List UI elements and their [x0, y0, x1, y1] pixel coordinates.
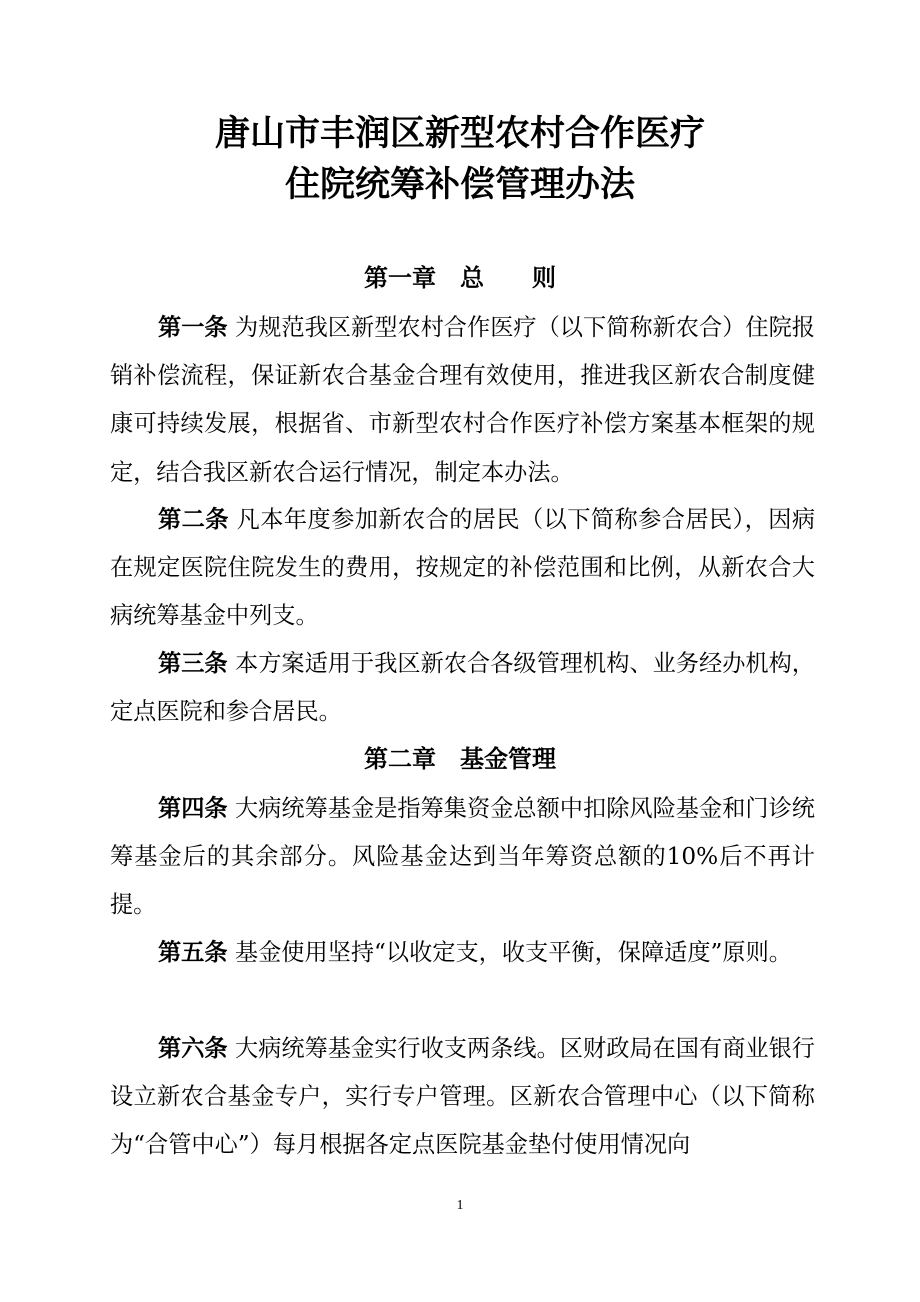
article-text: 为规范我区新型农村合作医疗（以下简称新农合）住院报销补偿流程，保证新农合基金合理有效使用，推进我区新农合制度健康可持续发展，根据省、市新型农村合作医疗补偿方案基本框架的规定，结合我区新农合运行情况，制定本办法。 — [110, 314, 815, 486]
article-4 — [110, 785, 815, 930]
article-6 — [110, 1025, 815, 1170]
article-text: 大病统筹基金实行收支两条线。区财政局在国有商业银行设立新农合基金专户，实行专户管理。区新农合管理中心（以下简称为“合管中心”）每月根据各定点医院基金垫付使用情况向 — [110, 1035, 815, 1159]
article-label: 第三条 — [158, 650, 228, 677]
article-label: 第四条 — [158, 795, 228, 822]
article-label: 第五条 — [158, 939, 228, 966]
article-label: 第一条 — [158, 314, 228, 341]
document-title-line1: 唐山市丰润区新型农村合作医疗 — [214, 114, 705, 154]
article-text: 基金使用坚持“以收定支，收支平衡，保障适度”原则。 — [227, 939, 792, 966]
article-2 — [110, 496, 815, 641]
article-text: 凡本年度参加新农合的居民（以下简称参合居民），因病在规定医院住院发生的费用，按规定的补偿范围和比例，从新农合大病统筹基金中列支。 — [110, 506, 816, 630]
article-text: 大病统筹基金是指筹集资金总额中扣除风险基金和门诊统筹基金后的其余部分。风险基金达到当年筹资总额的10%后不再计提。 — [110, 795, 815, 919]
article-3 — [110, 640, 815, 736]
article-label: 第六条 — [158, 1035, 228, 1062]
article-label: 第二条 — [158, 506, 229, 533]
article-text: 本方案适用于我区新农合各级管理机构、业务经办机构，定点医院和参合居民。 — [110, 650, 815, 726]
page-number: 1 — [456, 1198, 464, 1213]
article-1 — [110, 304, 815, 497]
chapter-heading-1: 第一章 总 则 — [364, 264, 556, 292]
article-5 — [110, 929, 815, 977]
document-title-line2: 住院统筹补偿管理办法 — [284, 165, 635, 205]
chapter-heading-2: 第二章 基金管理 — [364, 745, 556, 773]
